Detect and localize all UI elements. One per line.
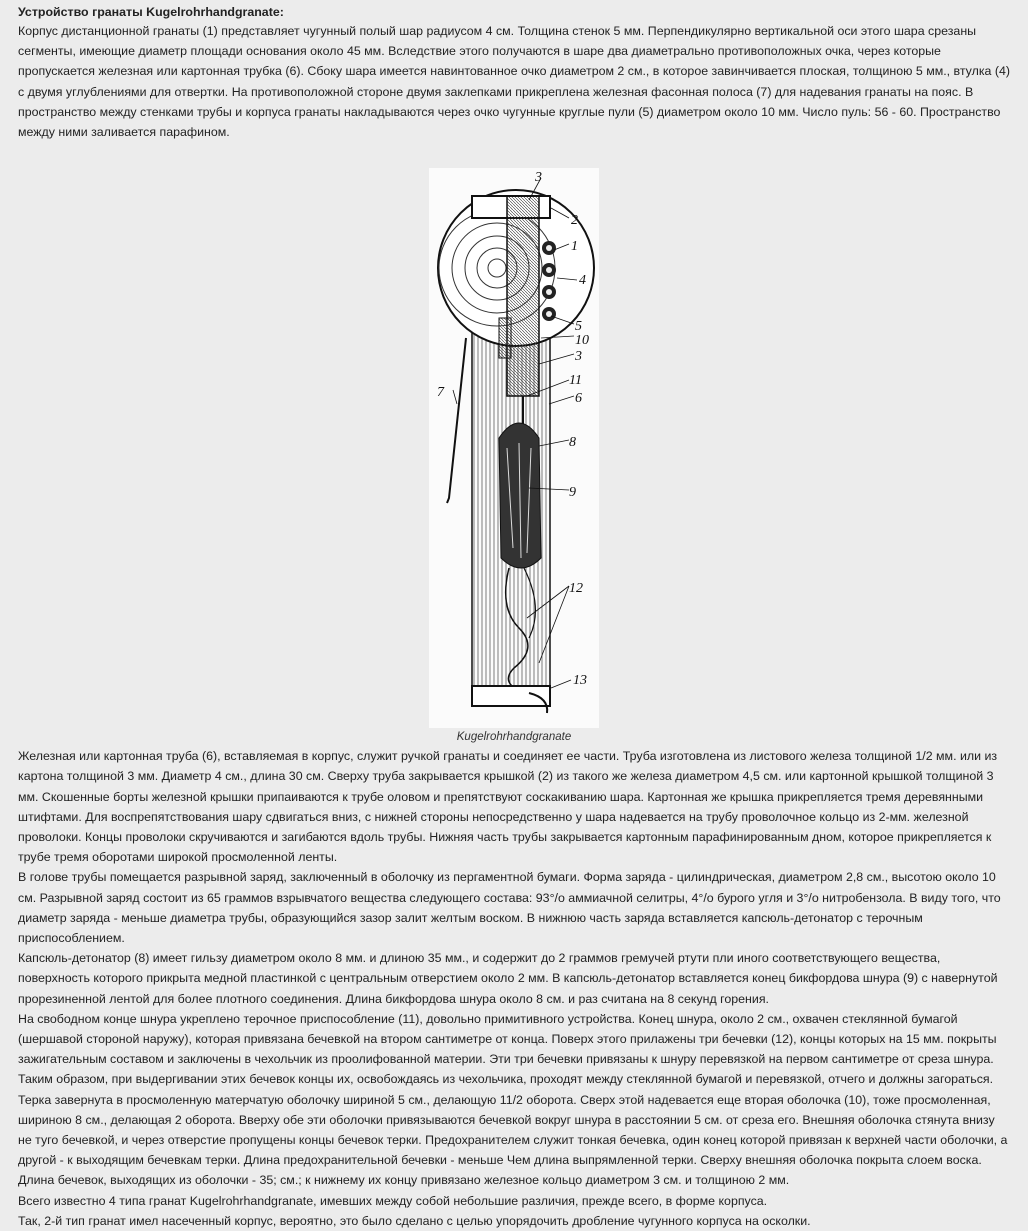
paragraph-charge: В голове трубы помещается разрывной заряд, заключенный в оболочку из пергаментной бумаги. Форма заряда - цилиндрическая, диаметром 2,8 см., высотою около 10 см. Разрывной заряд состоит из 65 граммов взрывчатого вещества следующего состава: 93°/о аммиачной селитры, 4°/о бурого угля и 3°/о нитробензола. В виду того, что диаметр заряда - меньше диаметра трубы, образующийся зазор залит желтым воском. В нижнюю часть заряда вставляется капсюль-детонатор с терочным приспособлением. xyxy=(18,870,1001,946)
label-7: 7 xyxy=(437,385,444,401)
paragraph-type2: Так, 2-й тип гранат имел насеченный корпус, вероятно, это было сделано с целью упорядочить дробление чугунного корпуса на осколки. xyxy=(18,1213,811,1228)
label-4: 4 xyxy=(579,273,586,289)
label-3-top: 3 xyxy=(535,170,542,186)
label-13: 13 xyxy=(573,673,587,689)
label-10: 8 xyxy=(569,435,576,451)
paragraph-detonator: Капсюль-детонатор (8) имеет гильзу диаметром около 8 мм. и длиною 35 мм., и содержит до 2 граммов гремучей ртути пли иного соответствующего вещества, поверхность которого прикрыта медной пластинкой с центральным отверстием около 2 мм. В капсюль-детонатор вставляется конец бикфордова шнура (9) с навернутой прорезиненной лентой для более плотного соединения. Длина бикфордова шнура около 8 см. и раз считана на 8 секунд горения. xyxy=(18,951,998,1006)
label-1: 1 xyxy=(571,239,578,255)
grenade-diagram xyxy=(429,168,599,728)
label-5: 5 xyxy=(575,319,582,335)
label-11: 9 xyxy=(569,485,576,501)
figure-caption: Kugelrohrhandgranate xyxy=(456,731,572,744)
label-6: 6 xyxy=(575,391,582,407)
article-title: Устройство гранаты Kugelrohrhandgranate: xyxy=(18,5,284,19)
label-3-mid: 3 xyxy=(575,349,582,365)
intro-paragraph: Корпус дистанционной гранаты (1) представляет чугунный полый шар радиусом 4 см. Толщина стенок 5 мм. Перпендикулярно вертикальной оси этого шара срезаны сегменты, имеющие диаметр площади основания около 45 мм. Вследствие этого получаются в шаре два диаметрально противоположных очка, через которые пропускается железная или картонная трубка (6). Сбоку шара имеется навинтованное очко диаметром 2 см., в которое завинчивается плоская, толщиною 5 мм., втулка (4) с двумя углублениями для отвертки. На противоположной стороне двумя заклепками прикреплена железная фасонная полоса (7) для надевания гранаты на пояс. В пространство между стенками трубы и корпуса гранаты накладываются через очко чугунные круглые пули (5) диаметром около 10 мм. Число пуль: 56 - 60. Пространство между ними заливается парафином. xyxy=(18,24,1011,140)
paragraph-tube: Железная или картонная труба (6), вставляемая в корпус, служит ручкой гранаты и соединяет ее части. Труба изготовлена из листового железа толщиной 1/2 мм. или из картона толщиной 3 мм. Диаметр 4 см., длина 30 см. Сверху труба закрывается крышкой (2) из такого же железа диаметром 4,5 см. или картонной крышкой толщиной 3 мм. Скошенные борты железной крышки припаиваются к трубе оловом и препятствуют соскакиванию шара. Картонная же крышка прикрепляется тремя деревянными штифтами. Для воспрепятствования шару сдвигаться вниз, с нижней стороны непосредственно у шара надевается на трубу проволочное кольцо из 2-мм. железной проволоки. Концы проволоки скручиваются и загибаются вдоль трубы. Нижняя часть трубы закрывается картонным парафинированным дном, которое прикрепляется к трубе тремя оборотами широкой просмоленной ленты. xyxy=(18,749,998,865)
grenade-figure xyxy=(429,168,599,746)
label-9: 11 xyxy=(569,373,582,389)
label-12: 12 xyxy=(569,581,583,597)
label-2: 2 xyxy=(571,213,578,229)
paragraph-types: Всего известно 4 типа гранат Kugelrohrhandgranate, имевших между собой небольшие различия, прежде всего, в форме корпуса. xyxy=(18,1193,768,1208)
label-8: 10 xyxy=(575,333,589,349)
paragraph-friction-igniter: На свободном конце шнура укреплено терочное приспособление (11), довольно примитивного устройства. Конец шнура, около 2 см., охвачен стеклянной бумагой (шершавой стороной наружу), которая привязана бечевкой на втором сантиметре от конца. Поверх этого прилажены три бечевки (12), концы которых на 15 мм. покрыты зажигательным составом и заключены в чехольчик из проолифованной материи. Эти три бечевки привязаны к шнуру перевязкой на первом сантиметре от среза шнура. Таким образом, при выдергивании этих бечевок концы их, освобождаясь из чехольчика, проходят между стеклянной бумагой и перевязкой, отчего и должны загораться. Терка завернута в просмоленную матерчатую оболочку шириной 5 см., делающую 11/2 оборота. Сверх этой надевается еще вторая оболочка (10), тоже просмоленная, шириною 8 см., делающая 2 оборота. Вверху обе эти оболочки привязываются бечевкой вокруг шнура в расстоянии 5 см. от среза его. Внешняя оболочка стянута внизу не туго бечевкой, и через отверстие пропущены концы бечевок терки. Предохранителем служит тонкая бечевка, один конец которой привязан к верхней части оболочки, а другой - к выходящим бечевкам терки. Длина предохранительной бечевки - меньше Чем длина выпрямленной терки. Сверху внешняя оболочка покрыта слоем воска. Длина бечевок, выходящих из оболочки - 35; см.; к нижнему их концу привязано железное кольцо диаметром 3 см. и толщиною 2 мм. xyxy=(18,1011,1008,1188)
